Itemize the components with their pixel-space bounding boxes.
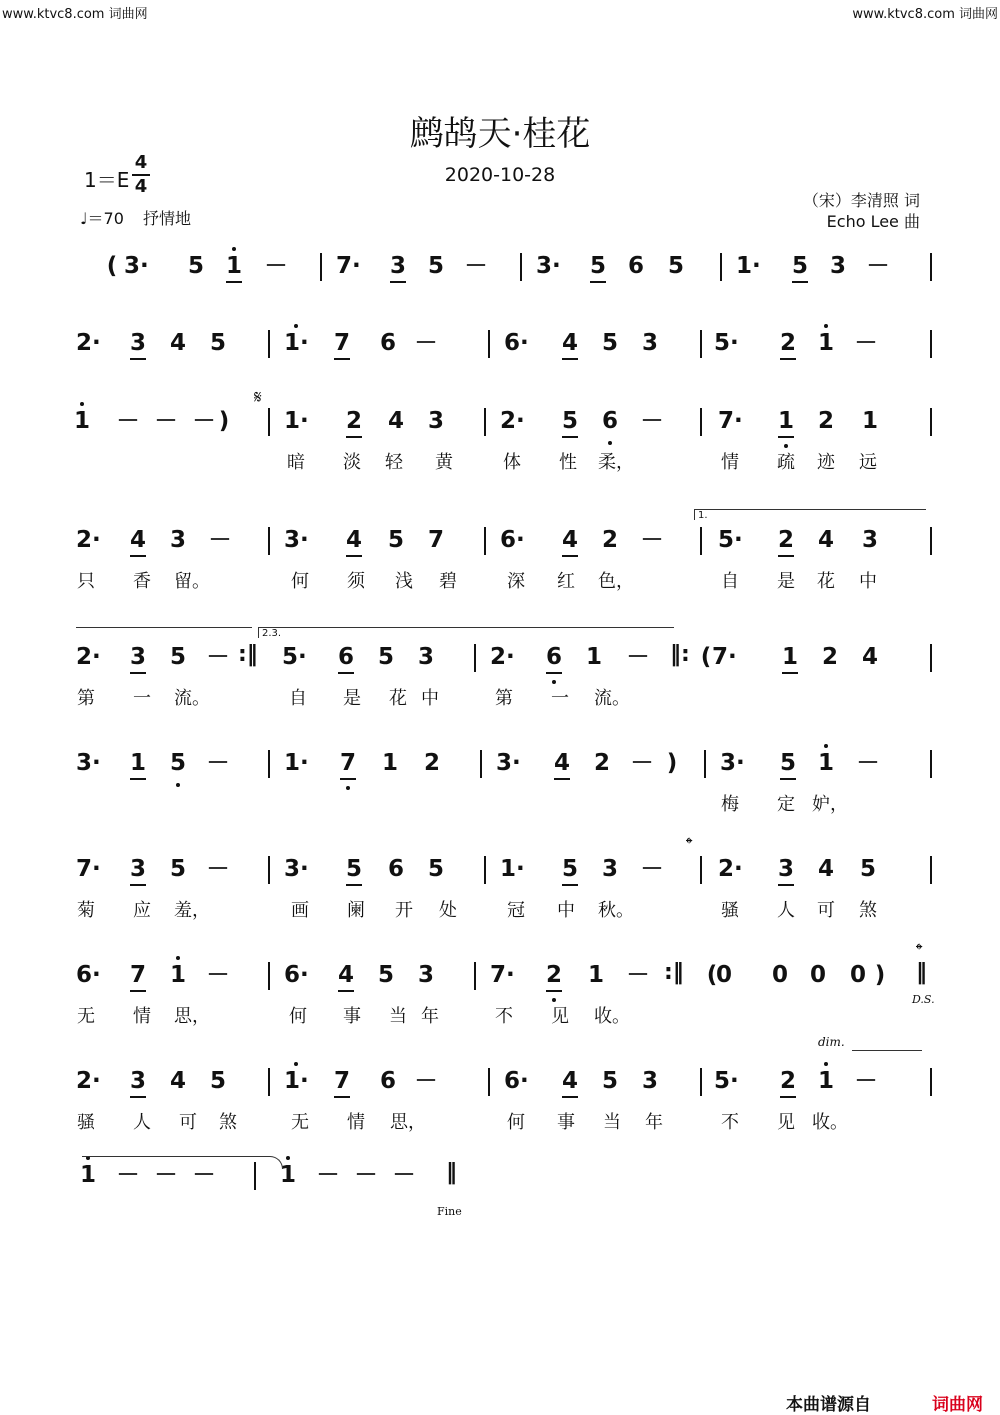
- bracket: (: [706, 962, 718, 988]
- header-left: www.ktvc8.com 词曲网: [2, 7, 148, 22]
- note: 3: [417, 644, 434, 670]
- lyric: 情: [133, 1006, 151, 1027]
- note: 6: [598, 406, 622, 436]
- note: 6: [379, 330, 396, 356]
- note: －: [354, 1162, 378, 1188]
- note: 0: [715, 962, 732, 988]
- note: 5: [169, 644, 186, 670]
- note: 1·: [284, 1068, 309, 1094]
- lyric: 事: [343, 1006, 361, 1027]
- lyric: 迹: [817, 452, 835, 473]
- bar-line: [720, 253, 722, 281]
- lyric: 何: [507, 1112, 525, 1133]
- bar-line: [268, 1068, 270, 1096]
- note: 1: [861, 408, 878, 434]
- bar-line: [700, 1068, 702, 1096]
- dim-mark: dim.: [818, 1035, 845, 1049]
- tempo: [80, 206, 191, 229]
- note: 4: [861, 644, 878, 670]
- lyric: 定: [777, 794, 795, 815]
- note: 1: [166, 960, 190, 990]
- note: 1: [70, 406, 94, 436]
- note: 1: [76, 1160, 100, 1190]
- note: 2: [821, 644, 838, 670]
- lyric: 年: [645, 1112, 663, 1133]
- note: 6: [379, 1068, 396, 1094]
- lyric: 见: [551, 1006, 569, 1027]
- lyric: 色，: [598, 571, 634, 592]
- bar-line: [320, 253, 322, 281]
- note: 0: [809, 962, 826, 988]
- lyric: 花: [817, 571, 835, 592]
- final-bar: ‖: [446, 1160, 457, 1185]
- note: 2·: [500, 408, 525, 434]
- lyric: 画: [291, 900, 309, 921]
- note: 5: [342, 854, 366, 884]
- note: 2·: [76, 330, 101, 356]
- segno-mark: 𝄋: [254, 387, 262, 408]
- note: －: [854, 330, 878, 356]
- note: 6: [387, 856, 404, 882]
- note: －: [192, 1162, 216, 1188]
- bar-line: [268, 856, 270, 884]
- bar-line: [930, 527, 932, 555]
- repeat-bar: ‖:: [670, 642, 690, 667]
- note: 6·: [500, 527, 525, 553]
- note: 3·: [496, 750, 521, 776]
- note: 6: [542, 642, 566, 672]
- key-signature: 1＝E: [84, 168, 130, 192]
- note: 1·: [284, 408, 309, 434]
- note: 1·: [500, 856, 525, 882]
- lyric: 香: [133, 571, 151, 592]
- bar-line: [268, 408, 270, 436]
- bar-line: [484, 408, 486, 436]
- note: 7·: [76, 856, 101, 882]
- note: 7: [427, 527, 444, 553]
- lyric: 煞: [219, 1112, 237, 1133]
- note: 6: [334, 642, 358, 672]
- note: 3: [641, 330, 658, 356]
- bar-line: [930, 408, 932, 436]
- note: 5: [209, 330, 226, 356]
- note: 5·: [714, 330, 739, 356]
- bracket: ): [666, 750, 678, 776]
- note: 1: [778, 642, 802, 672]
- note: 6·: [504, 1068, 529, 1094]
- time-signature-bottom: 4: [134, 176, 148, 197]
- note: 1: [814, 328, 838, 358]
- bracket: (: [106, 253, 118, 279]
- time-signature: [132, 153, 150, 197]
- note: 3·: [284, 856, 309, 882]
- note: 0: [849, 962, 866, 988]
- bar-line: [520, 253, 522, 281]
- lyric: 何: [291, 571, 309, 592]
- note: 4: [817, 527, 834, 553]
- bar-line: [700, 527, 702, 555]
- lyric: 淡: [343, 452, 361, 473]
- note: 2: [601, 527, 618, 553]
- lyric: 是: [777, 571, 795, 592]
- note: 7: [330, 1066, 354, 1096]
- lyric: 不: [495, 1006, 513, 1027]
- note: 4: [558, 1066, 582, 1096]
- composer-credit: Echo Lee 曲: [826, 212, 920, 231]
- lyric: 无: [291, 1112, 309, 1133]
- dim-line: [852, 1050, 922, 1051]
- lyric: 何: [289, 1006, 307, 1027]
- bar-line: [268, 750, 270, 778]
- note: 5: [169, 856, 186, 882]
- note: 0: [771, 962, 788, 988]
- bar-line: [704, 750, 706, 778]
- note: 3: [829, 253, 846, 279]
- lyric: 无: [77, 1006, 95, 1027]
- lyric: 是: [343, 688, 361, 709]
- lyric: 中: [421, 688, 439, 709]
- note: 4: [817, 856, 834, 882]
- note: 5: [209, 1068, 226, 1094]
- bar-line: [268, 527, 270, 555]
- note: 5: [586, 251, 610, 281]
- bar-line: [268, 962, 270, 990]
- note: －: [192, 408, 216, 434]
- note: 5: [377, 962, 394, 988]
- lyric: 自: [721, 571, 739, 592]
- note: 2: [542, 960, 566, 990]
- lyric: 羞，: [174, 900, 210, 921]
- note: －: [640, 527, 664, 553]
- note: 3·: [124, 253, 149, 279]
- note: 1·: [284, 330, 309, 356]
- note: 6·: [76, 962, 101, 988]
- note: －: [206, 856, 230, 882]
- header-right: www.ktvc8.com 词曲网: [852, 7, 998, 22]
- note: 4: [550, 748, 574, 778]
- note: －: [640, 408, 664, 434]
- note: 1: [587, 962, 604, 988]
- repeat-bar: :‖: [664, 960, 684, 985]
- note: 3: [427, 408, 444, 434]
- bar-line: [700, 330, 702, 358]
- note: 4: [387, 408, 404, 434]
- lyric: 应: [133, 900, 151, 921]
- footer-logo[interactable]: 词曲网: [932, 1395, 983, 1415]
- lyric: 骚: [721, 900, 739, 921]
- note: 2: [774, 525, 798, 555]
- note: 5: [558, 406, 582, 436]
- lyric: 收。: [812, 1112, 848, 1133]
- note: 7·: [712, 644, 737, 670]
- bar-line: [700, 408, 702, 436]
- lyric: 中: [859, 571, 877, 592]
- note: 5·: [714, 1068, 739, 1094]
- lyric: 第: [77, 688, 95, 709]
- note: 7: [330, 328, 354, 358]
- note: 5: [558, 854, 582, 884]
- bar-line: [488, 1068, 490, 1096]
- lyric: 只: [77, 571, 95, 592]
- note: 6·: [284, 962, 309, 988]
- bar-line: [268, 330, 270, 358]
- note: 5: [788, 251, 812, 281]
- ds-mark: D.S.: [912, 993, 935, 1006]
- fine-mark: Fine: [437, 1205, 462, 1218]
- bar-line: [488, 330, 490, 358]
- bar-line: [700, 856, 702, 884]
- note: 1: [126, 748, 150, 778]
- lyric: 花: [389, 688, 407, 709]
- lyric: 年: [421, 1006, 439, 1027]
- note: 5: [166, 748, 190, 778]
- note: 2·: [76, 1068, 101, 1094]
- note: 2·: [718, 856, 743, 882]
- lyric: 可: [179, 1112, 197, 1133]
- lyric: 黄: [435, 452, 453, 473]
- note: 3: [774, 854, 798, 884]
- lyric: 浅: [395, 571, 413, 592]
- note: 3·: [720, 750, 745, 776]
- tie-slur: [82, 1156, 283, 1169]
- note: 4: [342, 525, 366, 555]
- note: 1: [276, 1160, 300, 1190]
- note: 3: [169, 527, 186, 553]
- note: 5: [601, 330, 618, 356]
- note: －: [626, 644, 650, 670]
- note: 3: [417, 962, 434, 988]
- lyric: 思，: [390, 1112, 426, 1133]
- lyric: 当: [603, 1112, 621, 1133]
- bar-line: [480, 750, 482, 778]
- note: －: [206, 750, 230, 776]
- note: －: [464, 253, 488, 279]
- note: 3: [126, 854, 150, 884]
- lyric: 当: [389, 1006, 407, 1027]
- bar-line: [930, 330, 932, 358]
- note: －: [630, 750, 654, 776]
- lyric: 性: [559, 452, 577, 473]
- note: 4: [558, 525, 582, 555]
- lyric: 处: [439, 900, 457, 921]
- note: 5: [859, 856, 876, 882]
- note: －: [206, 644, 230, 670]
- lyric: 留。: [174, 571, 210, 592]
- note: －: [414, 1068, 438, 1094]
- note: 4: [334, 960, 358, 990]
- note: 7·: [490, 962, 515, 988]
- note: －: [206, 962, 230, 988]
- lyric: 中: [557, 900, 575, 921]
- footer-source: 本曲谱源自: [786, 1395, 871, 1415]
- score-date: 2020-10-28: [444, 164, 556, 186]
- note: 5: [776, 748, 800, 778]
- coda-mark-2: 𝄌: [916, 940, 923, 961]
- note: 5: [667, 253, 684, 279]
- note: －: [316, 1162, 340, 1188]
- lyric: 自: [289, 688, 307, 709]
- note: 2·: [490, 644, 515, 670]
- note: 2: [776, 328, 800, 358]
- note: 2: [817, 408, 834, 434]
- note: －: [392, 1162, 416, 1188]
- lyric: 一: [133, 688, 151, 709]
- bar-line: [930, 253, 932, 281]
- bar-line: [484, 856, 486, 884]
- lyric: 体: [503, 452, 521, 473]
- note: 2: [342, 406, 366, 436]
- note: 3·: [536, 253, 561, 279]
- bracket: ): [218, 408, 230, 434]
- lyric: 煞: [859, 900, 877, 921]
- note: 3: [861, 527, 878, 553]
- bar-line: [930, 644, 932, 672]
- note: －: [854, 1068, 878, 1094]
- note: －: [866, 253, 890, 279]
- page-title: 鹧鸪天·桂花: [409, 114, 591, 154]
- lyric: 情: [721, 452, 739, 473]
- time-signature-top: 4: [134, 152, 148, 173]
- lyric: 情: [347, 1112, 365, 1133]
- note: 5: [427, 856, 444, 882]
- lyric: 妒，: [812, 794, 848, 815]
- note: －: [154, 1162, 178, 1188]
- note: 7·: [336, 253, 361, 279]
- lyric: 人: [777, 900, 795, 921]
- bracket: (: [700, 644, 712, 670]
- lyric: 疏: [777, 452, 795, 473]
- lyric: 流。: [174, 688, 210, 709]
- note: 3: [386, 251, 410, 281]
- note: 1·: [736, 253, 761, 279]
- lyric: 深: [507, 571, 525, 592]
- note: 4: [126, 525, 150, 555]
- note: －: [626, 962, 650, 988]
- bar-line: [930, 856, 932, 884]
- volta-1-continue: [76, 627, 252, 628]
- note: 4: [169, 1068, 186, 1094]
- note: 7·: [718, 408, 743, 434]
- lyric: 红: [557, 571, 575, 592]
- note: 5: [187, 253, 204, 279]
- note: －: [116, 408, 140, 434]
- lyric: 暗: [287, 452, 305, 473]
- note: 1: [222, 251, 246, 281]
- lyric: 秋。: [598, 900, 634, 921]
- note: 6: [627, 253, 644, 279]
- note: 3·: [76, 750, 101, 776]
- note: 1: [774, 406, 798, 436]
- note: 3·: [284, 527, 309, 553]
- note: 1: [814, 1066, 838, 1096]
- lyric: 阑: [347, 900, 365, 921]
- lyric: 须: [347, 571, 365, 592]
- bar-line: [930, 1068, 932, 1096]
- volta-1: 1.: [694, 509, 926, 520]
- note: 3: [126, 328, 150, 358]
- note: －: [154, 408, 178, 434]
- note: －: [208, 527, 232, 553]
- note: 5: [377, 644, 394, 670]
- note: 5: [387, 527, 404, 553]
- note: －: [640, 856, 664, 882]
- note: 4: [558, 328, 582, 358]
- note: －: [264, 253, 288, 279]
- note: －: [856, 750, 880, 776]
- note: 1·: [284, 750, 309, 776]
- coda-mark-1: 𝄌: [686, 834, 693, 855]
- lyric: 思，: [174, 1006, 210, 1027]
- note: 5: [427, 253, 444, 279]
- note: 2·: [76, 527, 101, 553]
- note: 5: [601, 1068, 618, 1094]
- lyric: 收。: [594, 1006, 630, 1027]
- lyric: 碧: [439, 571, 457, 592]
- bar-line: [474, 644, 476, 672]
- lyric: 柔，: [598, 452, 634, 473]
- note: 3: [641, 1068, 658, 1094]
- lyric: 事: [557, 1112, 575, 1133]
- expression-marking: 抒情地: [143, 209, 192, 228]
- note: 1: [381, 750, 398, 776]
- note: 3: [126, 642, 150, 672]
- note: 3: [126, 1066, 150, 1096]
- lyric: 轻: [385, 452, 403, 473]
- note: 7: [336, 748, 360, 778]
- note: －: [116, 1162, 140, 1188]
- note: 7: [126, 960, 150, 990]
- note: 1: [814, 748, 838, 778]
- lyric: 一: [551, 688, 569, 709]
- note: 1: [585, 644, 602, 670]
- note: 3: [601, 856, 618, 882]
- note: 2·: [76, 644, 101, 670]
- lyric: 流。: [594, 688, 630, 709]
- note: －: [414, 330, 438, 356]
- lyric: 冠: [507, 900, 525, 921]
- volta-23: 2.3.: [258, 627, 674, 638]
- lyric: 远: [859, 452, 877, 473]
- lyric: 第: [495, 688, 513, 709]
- note: 2: [423, 750, 440, 776]
- bar-line: [474, 962, 476, 990]
- lyric: 开: [395, 900, 413, 921]
- lyric: 见: [777, 1112, 795, 1133]
- bar-line: [484, 527, 486, 555]
- lyric: 不: [721, 1112, 739, 1133]
- tempo-marking: ♩＝70: [80, 209, 124, 228]
- lyric: 梅: [721, 794, 739, 815]
- lyric: 人: [133, 1112, 151, 1133]
- note: 5·: [718, 527, 743, 553]
- note: 2: [593, 750, 610, 776]
- note: 2: [776, 1066, 800, 1096]
- lyric: 菊: [77, 900, 95, 921]
- note: 5·: [282, 644, 307, 670]
- final-bar: ‖: [916, 960, 927, 985]
- repeat-bar: :‖: [238, 642, 258, 667]
- lyricist-credit: （宋）李清照 词: [802, 191, 920, 210]
- bracket: ): [874, 962, 886, 988]
- lyric: 可: [817, 900, 835, 921]
- bar-line: [930, 750, 932, 778]
- note: 4: [169, 330, 186, 356]
- lyric: 骚: [77, 1112, 95, 1133]
- note: 6·: [504, 330, 529, 356]
